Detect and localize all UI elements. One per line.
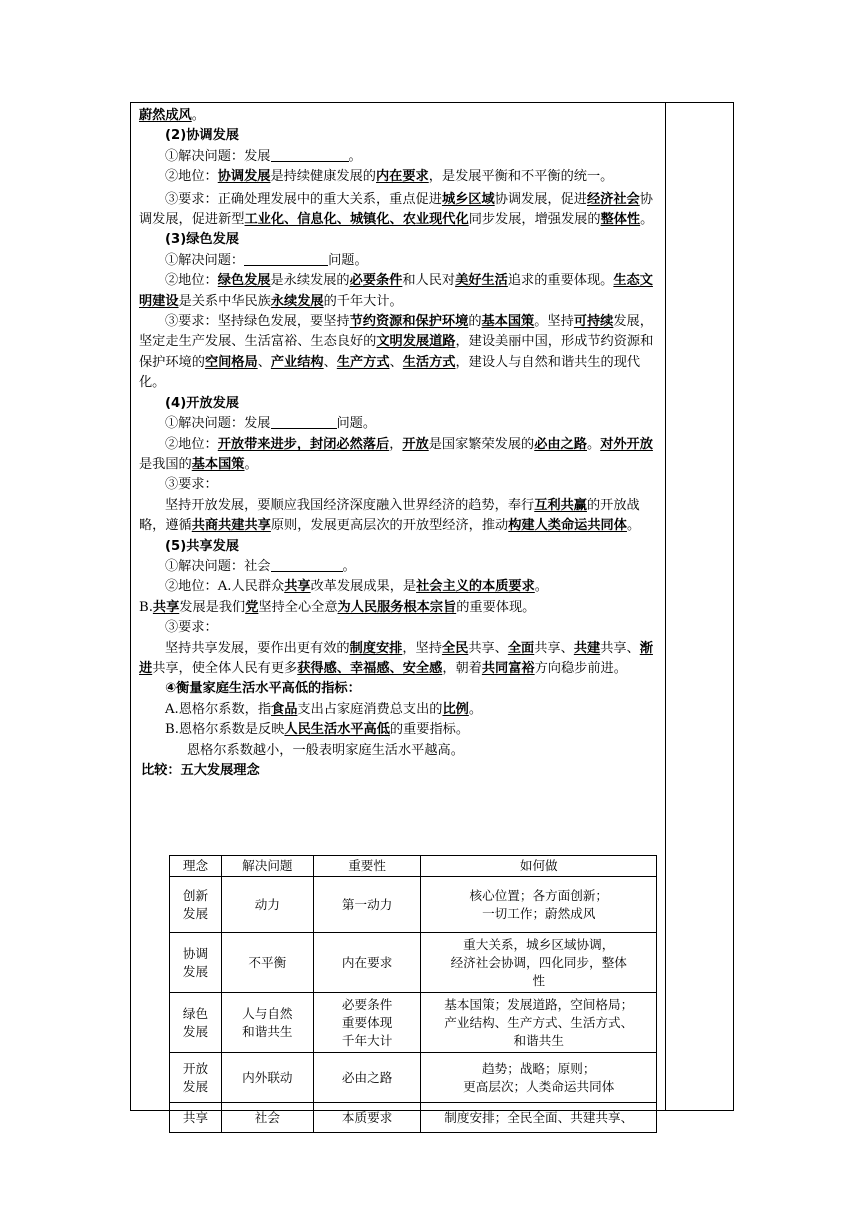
table-row [170, 1103, 657, 1133]
table-cell: 共享 [170, 1103, 222, 1133]
text-line: B.共享发展是我们党坚持全心全意为人民服务根本宗旨的重要体现。 [139, 599, 536, 615]
text-paragraph: ③要求：坚持绿色发展，要坚持节约资源和保护环境的基本国策。坚持可持续发展，坚定走生产发展、生活富裕、生态良好的文明发展道路，建设美丽中国，形成节约资源和保护环境的空间格局、产业结构、生产方式、生活方式，建设人与自然和谐共生的现代化。 [139, 314, 654, 391]
text-paragraph: ②地位：绿色发展是永续发展的必要条件和人民对美好生活追求的重要体现。生态文明建设是关系中华民族永续发展的千年大计。 [139, 273, 653, 309]
table-cell: 社会 [221, 1103, 313, 1133]
table-cell: 必要条件 重要体现 千年大计 [313, 993, 421, 1053]
table-cell: 人与自然 和谐共生 [221, 993, 313, 1053]
table-cell: 第一动力 [313, 877, 421, 933]
table-header: 解决问题 [221, 856, 313, 877]
table-row [170, 933, 657, 993]
text-line: ①解决问题：社会 。 [165, 558, 356, 574]
table-cell: 重大关系，城乡区域协调， 经济社会协调，四化同步，整体 性 [421, 933, 657, 993]
table-cell: 核心位置；各方面创新； 一切工作；蔚然成风 [421, 877, 657, 933]
table-cell: 内外联动 [221, 1053, 313, 1103]
text-line: 蔚然成风。 [139, 108, 205, 123]
text-line: ③要求： [165, 620, 218, 636]
table-header: 重要性 [313, 856, 421, 877]
section-heading-shared: (5)共享发展 [165, 538, 239, 554]
comparison-title: 比较：五大发展理念 [141, 763, 260, 778]
column-divider [665, 102, 666, 1111]
table-cell: 必由之路 [313, 1053, 421, 1103]
text-line: ③要求： [165, 477, 218, 493]
fill-blank [271, 414, 337, 429]
table-cell: 动力 [221, 877, 313, 933]
section-heading-open: (4)开放发展 [165, 395, 239, 411]
text-line: ①解决问题：发展 问题。 [165, 416, 377, 432]
text-line: A.恩格尔系数，指食品支出占家庭消费总支出的比例。 [165, 701, 483, 717]
section-heading-engel: ④衡量家庭生活水平高低的指标： [165, 681, 361, 697]
text-line: 恩格尔系数越小，一般表明家庭生活水平越高。 [187, 742, 464, 758]
comparison-table [169, 855, 657, 1133]
text-paragraph: ③要求：正确处理发展中的重大关系，重点促进城乡区域协调发展，促进经济社会协调发展，促进新型工业化、信息化、城镇化、农业现代化同步发展，增强发展的整体性。 [139, 191, 654, 228]
fill-blank [271, 147, 349, 162]
table-cell: 本质要求 [313, 1103, 421, 1133]
text-paragraph: 坚持开放发展，要顺应我国经济深度融入世界经济的趋势，奉行互利共赢的开放战略，遵循共商共建共享原则，发展更高层次的开放型经济，推动构建人类命运共同体。 [139, 497, 641, 534]
table-header: 如何做 [421, 856, 657, 877]
text-paragraph: ②地位：开放带来进步，封闭必然落后，开放是国家繁荣发展的必由之路。对外开放是我国的基本国策。 [139, 436, 653, 472]
table-cell: 基本国策；发展道路，空间格局； 产业结构、生产方式、生活方式、 和谐共生 [421, 993, 657, 1053]
text-line: ①解决问题：发展 。 [165, 148, 362, 164]
document-body [139, 106, 661, 781]
table-cell: 内在要求 [313, 933, 421, 993]
table-cell: 开放 发展 [170, 1053, 222, 1103]
section-heading-coordinated: (2)协调发展 [165, 128, 239, 144]
text-paragraph: ②地位：协调发展是持续健康发展的内在要求，是发展平衡和不平衡的统一。 [165, 169, 614, 185]
text-paragraph: 坚持共享发展，要作出更有效的制度安排，坚持全民共享、全面共享、共建共享、渐进共享，使全体人民有更多获得感、幸福感、安全感，朝着共同富裕方向稳步前进。 [139, 640, 653, 676]
section-heading-green: (3)绿色发展 [165, 232, 239, 248]
table-cell: 绿色 发展 [170, 993, 222, 1053]
fill-blank [271, 557, 343, 572]
table-header-row [170, 856, 657, 877]
table-row [170, 877, 657, 933]
table-cell: 创新 发展 [170, 877, 222, 933]
table-cell: 不平衡 [221, 933, 313, 993]
text-line: ②地位：A.人民群众共享改革发展成果，是社会主义的本质要求。 [165, 579, 548, 595]
table-cell: 趋势；战略；原则； 更高层次；人类命运共同体 [421, 1053, 657, 1103]
text-line: ①解决问题： 问题。 [165, 252, 368, 268]
fill-blank [244, 251, 328, 266]
table-cell: 制度安排；全民全面、共建共享、 [421, 1103, 657, 1133]
table-header: 理念 [170, 856, 222, 877]
text-line: B.恩格尔系数是反映人民生活水平高低的重要指标。 [165, 722, 470, 738]
table-row [170, 1053, 657, 1103]
table-cell: 协调 发展 [170, 933, 222, 993]
table-row [170, 993, 657, 1053]
